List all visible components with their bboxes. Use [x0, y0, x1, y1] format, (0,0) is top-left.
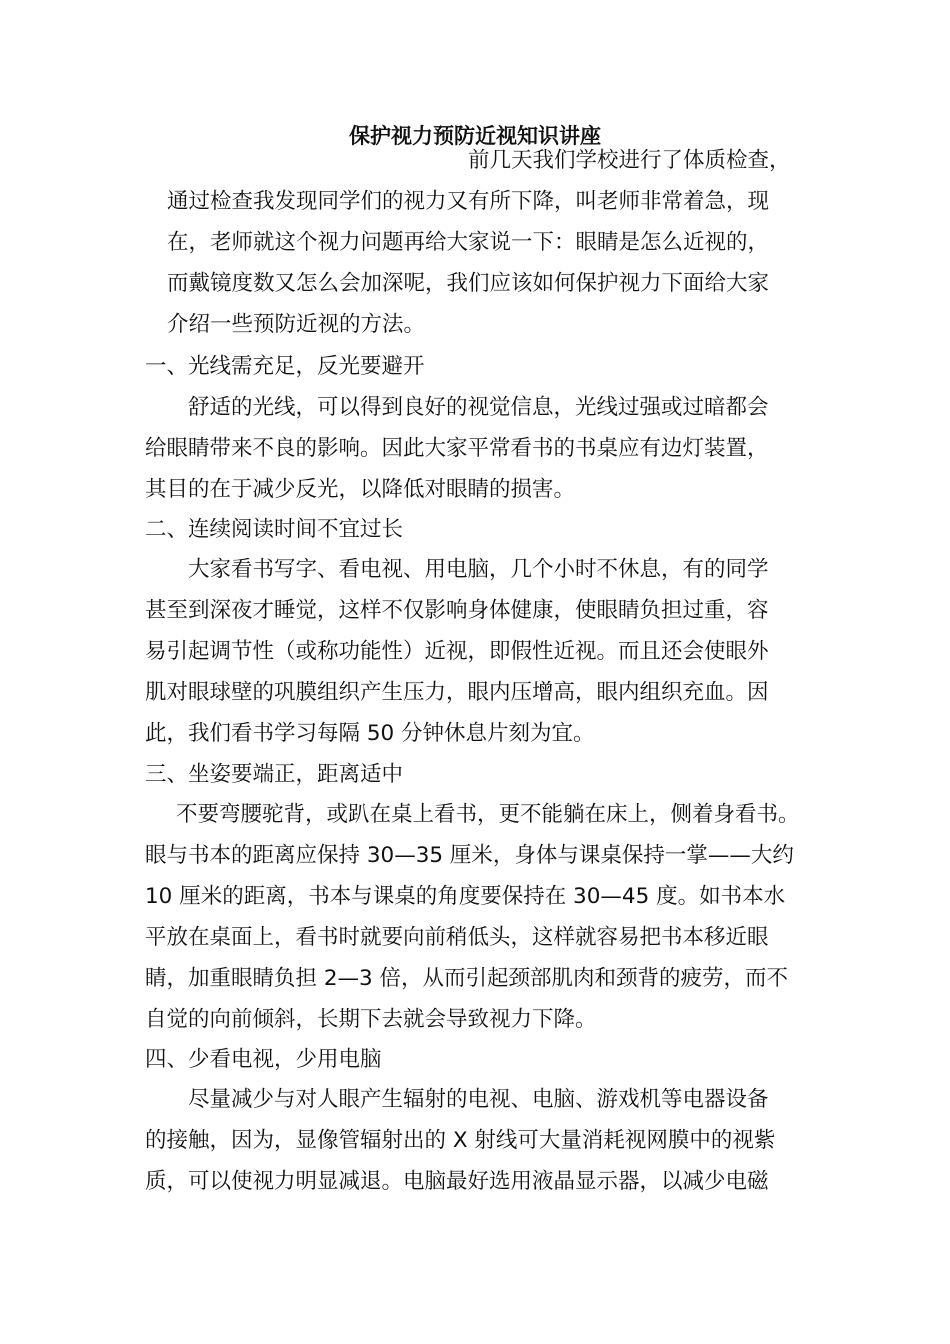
paragraph-line: 给眼睛带来不良的影响。因此大家平常看书的书桌应有边灯装置，	[145, 436, 769, 461]
paragraph-line: 肌对眼球壁的巩膜组织产生压力，眼内压增高，眼内组织充血。因	[145, 680, 769, 705]
section-heading: 二、连续阅读时间不宜过长	[145, 517, 404, 542]
section-heading: 一、光线需充足，反光要避开	[145, 354, 425, 379]
intro-line: 通过检查我发现同学们的视力又有所下降，叫老师非常着急，现	[167, 189, 770, 214]
intro-line: 介绍一些预防近视的方法。	[167, 312, 426, 337]
paragraph-line: 眼与书本的距离应保持 30—35 厘米，身体与课桌保持一掌——大约	[145, 843, 794, 868]
paragraph-line: 易引起调节性（或称功能性）近视，即假性近视。而且还会使眼外	[145, 639, 769, 664]
section-heading: 三、坐姿要端正，距离适中	[145, 762, 404, 787]
intro-line: 前几天我们学校进行了体质检查，	[468, 148, 791, 173]
paragraph-line: 平放在桌面上，看书时就要向前稍低头，这样就容易把书本移近眼	[145, 925, 769, 950]
paragraph-line: 不要弯腰驼背，或趴在桌上看书，更不能躺在床上，侧着身看书。	[176, 802, 800, 827]
paragraph-line: 此，我们看书学习每隔 50 分钟休息片刻为宜。	[145, 721, 595, 746]
intro-line: 在，老师就这个视力问题再给大家说一下：眼睛是怎么近视的，	[167, 230, 770, 255]
paragraph-line: 甚至到深夜才睡觉，这样不仅影响身体健康，使眼睛负担过重，容	[145, 598, 769, 623]
paragraph-line: 尽量减少与对人眼产生辐射的电视、电脑、游戏机等电器设备	[188, 1087, 769, 1112]
intro-line: 而戴镜度数又怎么会加深呢，我们应该如何保护视力下面给大家	[167, 271, 770, 296]
document-title: 保护视力预防近视知识讲座	[349, 123, 601, 148]
paragraph-line: 舒适的光线，可以得到良好的视觉信息，光线过强或过暗都会	[188, 395, 769, 420]
paragraph-line: 其目的在于减少反光，以降低对眼睛的损害。	[145, 477, 576, 502]
section-heading: 四、少看电视，少用电脑	[145, 1047, 382, 1072]
paragraph-line: 质，可以使视力明显减退。电脑最好选用液晶显示器，以减少电磁	[145, 1169, 769, 1194]
paragraph-line: 的接触，因为，显像管辐射出的 X 射线可大量消耗视网膜中的视紫	[145, 1128, 776, 1153]
paragraph-line: 自觉的向前倾斜，长期下去就会导致视力下降。	[145, 1007, 597, 1032]
paragraph-line: 10 厘米的距离，书本与课桌的角度要保持在 30—45 度。如书本水	[145, 884, 786, 909]
paragraph-line: 大家看书写字、看电视、用电脑，几个小时不休息，有的同学	[188, 557, 769, 582]
paragraph-line: 睛，加重眼睛负担 2—3 倍，从而引起颈部肌肉和颈背的疲劳，而不	[145, 966, 789, 991]
